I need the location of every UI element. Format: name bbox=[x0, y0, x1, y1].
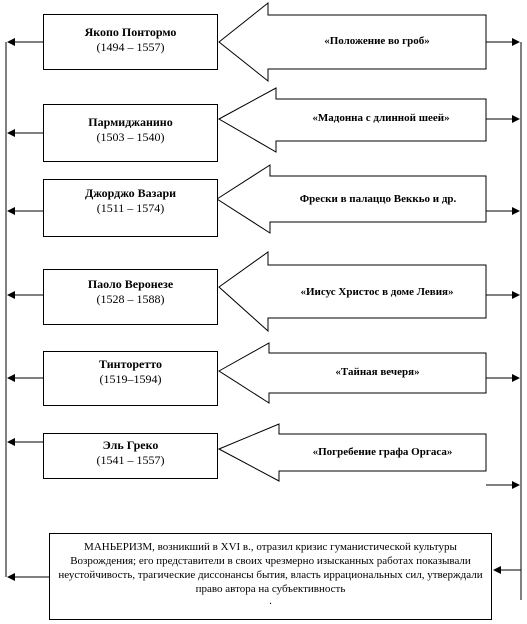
work-label: «Погребение графа Оргаса» bbox=[312, 446, 453, 458]
artist-box-el-greco bbox=[43, 433, 218, 479]
artist-box-parmigianino bbox=[43, 104, 218, 162]
work-label: «Мадонна с длинной шеей» bbox=[312, 112, 450, 124]
work-label: «Иисус Христос в доме Левия» bbox=[300, 286, 454, 298]
artist-name: Якопо Понтормо bbox=[84, 25, 177, 39]
artist-box-veronese bbox=[43, 269, 218, 325]
artist-name: Пармиджанино bbox=[88, 115, 173, 129]
artist-years: (1541 – 1557) bbox=[96, 453, 165, 467]
artist-name: Паоло Веронезе bbox=[87, 277, 174, 291]
artist-years: (1528 – 1588) bbox=[96, 292, 165, 306]
artist-years: (1519–1594) bbox=[99, 372, 162, 386]
artist-name: Эль Греко bbox=[102, 438, 159, 452]
work-label: «Положение во гроб» bbox=[324, 35, 430, 47]
mannerism-summary-box bbox=[49, 533, 492, 620]
artist-box-tintoretto bbox=[43, 351, 218, 406]
artist-years: (1503 – 1540) bbox=[96, 130, 165, 144]
artist-years: (1511 – 1574) bbox=[96, 201, 165, 215]
work-label: Фрески в палаццо Веккьо и др. bbox=[299, 193, 457, 205]
artist-box-vasari bbox=[43, 179, 218, 237]
summary-dot: . bbox=[269, 595, 272, 607]
artist-box-pontormo bbox=[43, 14, 218, 70]
summary-text: МАНЬЕРИЗМ, возникший в XVI в., отразил кризис гуманистической культуры Возрождения; его представители в своих чрезмерно изысканных работах показывали неустойчивость, трагические диссонансы бытия, власть иррациональных сил, утверждали право автора на субъективность bbox=[58, 541, 483, 595]
work-label: «Тайная вечеря» bbox=[335, 366, 420, 378]
artist-name: Джорджо Вазари bbox=[84, 186, 177, 200]
artist-name: Тинторетто bbox=[99, 357, 162, 371]
artist-years: (1494 – 1557) bbox=[96, 40, 165, 54]
